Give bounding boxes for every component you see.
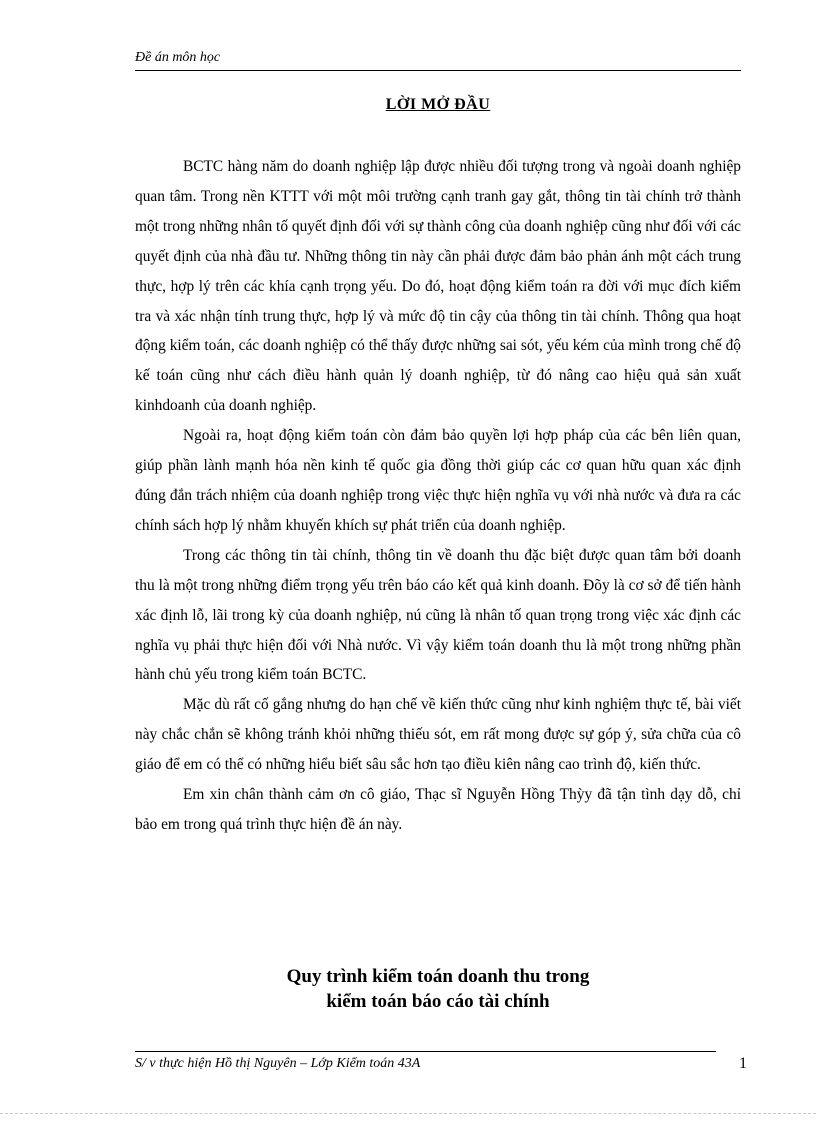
page-edge-divider: [0, 1113, 816, 1114]
paragraph: BCTC hàng năm do doanh nghiệp lập được nhiều đối tượng trong và ngoài doanh nghiệp quan tâm. Trong nền KTTT với một môi trường cạnh tranh gay gắt, thông tin tài chính trở thành một trong những nhân tố quyết định đối với sự thành công của doanh nghiệp cũng như đối với các quyết định của nhà đầu tư. Những thông tin này cần phải được đảm bảo phản ánh một cách trung thực, hợp lý trên các khía cạnh trọng yếu. Do đó, hoạt động kiểm toán ra đời với mục đích kiểm tra và xác nhận tính trung thực, hợp lý và mức độ tin cậy của thông tin tài chính. Thông qua hoạt động kiểm toán, các doanh nghiệp có thể thấy được những sai sót, yếu kém của mình trong chế độ kế toán cũng như cách điều hành quản lý doanh nghiệp, từ đó nâng cao hiệu quả sản xuất kinhdoanh của doanh nghiệp.: [135, 158, 741, 415]
page-number: 1: [739, 1055, 747, 1072]
footer-rule: [135, 1051, 716, 1052]
paragraph: Mặc dù rất cố gắng nhưng do hạn chế về kiến thức cũng như kinh nghiệm thực tế, bài viết này chắc chắn sẽ không tránh khỏi những thiếu sót, em rất mong được sự góp ý, sửa chữa của cô giáo để em có thể có những hiểu biết sâu sắc hơn tạo điều kiên nâng cao trình độ, kiến thức.: [135, 696, 741, 774]
paragraph: Em xin chân thành cảm ơn cô giáo, Thạc sĩ Nguyễn Hồng Thỳy đã tận tình dạy dỗ, chỉ bảo em trong quá trình thực hiện đề án này.: [135, 786, 741, 833]
topic-heading: [135, 964, 741, 1014]
paragraph: Trong các thông tin tài chính, thông tin về doanh thu đặc biệt được quan tâm bởi doanh thu là một trong những điểm trọng yếu trên báo cáo kết quả kinh doanh. Đõy là cơ sở để tiến hành xác định lỗ, lãi trong kỳ của doanh nghiệp, nú cũng là nhân tố quan trọng trong việc xác định các nghĩa vụ phải thực hiện đối với Nhà nước. Vì vậy kiểm toán doanh thu là một trong những phần hành chủ yếu trong kiểm toán BCTC.: [135, 546, 741, 684]
footer-text: S/ v thực hiện Hồ thị Nguyên – Lớp Kiểm toán 43A: [135, 1056, 421, 1071]
topic-line-2: kiểm toán báo cáo tài chính: [326, 991, 550, 1012]
paragraph: Ngoài ra, hoạt động kiểm toán còn đảm bảo quyền lợi hợp pháp của các bên liên quan, giúp phần lành mạnh hóa nền kinh tế quốc gia đồng thời giúp các cơ quan hữu quan xác định đúng đắn trách nhiệm của doanh nghiệp trong việc thực hiện nghĩa vụ với nhà nước và đưa ra các chính sách hợp lý nhằm khuyến khích sự phát triển của doanh nghiệp.: [135, 427, 741, 534]
header-text: Đề án môn học: [135, 50, 221, 65]
page-header: [135, 50, 741, 71]
page-title: LỜI MỞ ĐẦU: [385, 96, 491, 113]
topic-line-1: Quy trình kiểm toán doanh thu trong: [286, 966, 590, 987]
body-text: [135, 152, 741, 840]
